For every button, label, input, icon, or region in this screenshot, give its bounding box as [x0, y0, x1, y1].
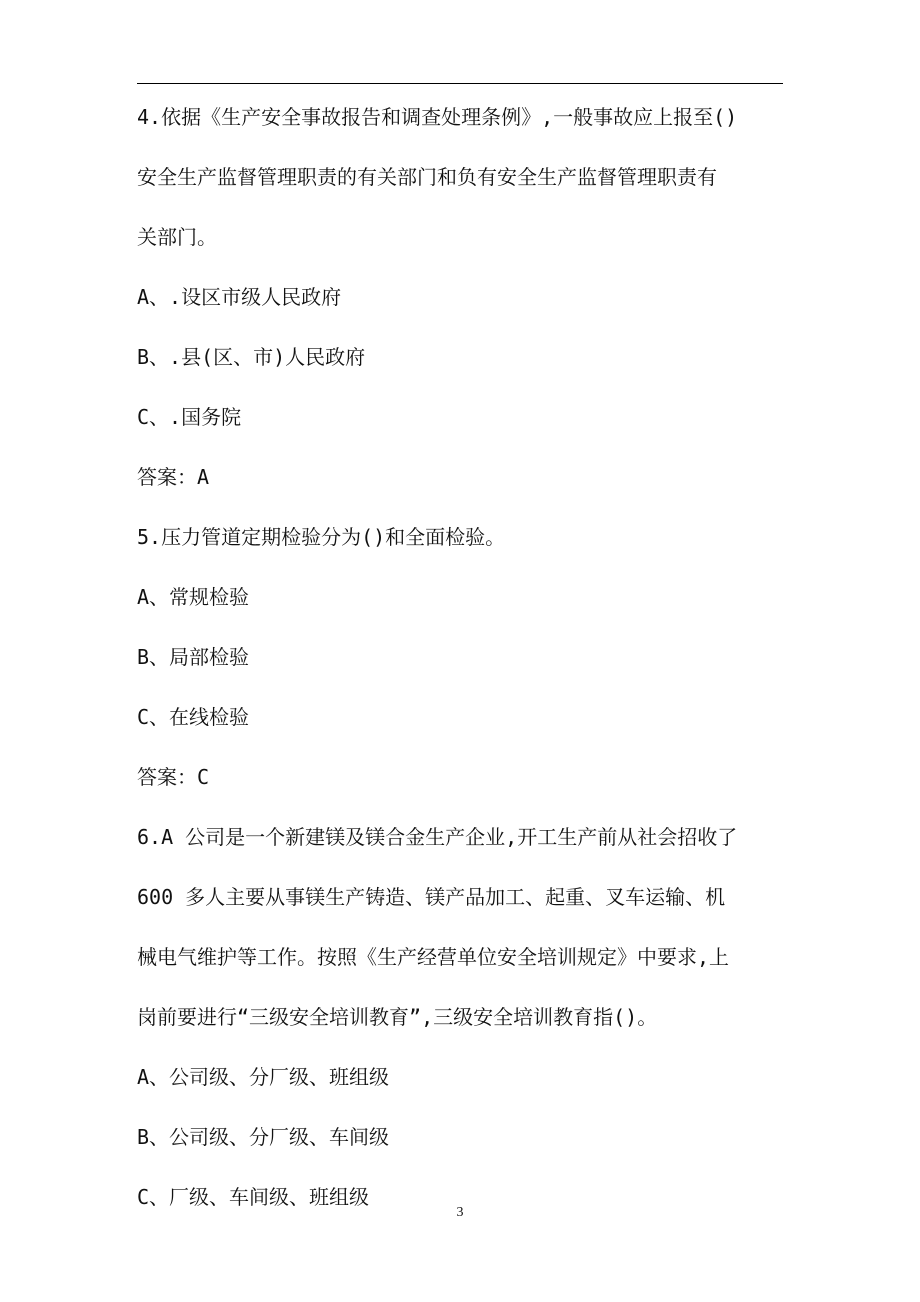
question-stem-line: 岗前要进行“三级安全培训教育”,三级安全培训教育指()。 [137, 1005, 658, 1029]
question-stem-line: 6.A 公司是一个新建镁及镁合金生产企业,开工生产前从社会招收了 [137, 825, 738, 849]
answer: 答案：A [137, 465, 210, 489]
question-stem-line: 关部门。 [137, 225, 217, 249]
question-stem-line: 5.压力管道定期检验分为()和全面检验。 [137, 525, 506, 549]
option-a: A、常规检验 [137, 585, 250, 609]
question-5 [137, 522, 787, 822]
option-b: B、.县(区、市)人民政府 [137, 345, 366, 369]
question-stem-line: 600 多人主要从事镁生产铸造、镁产品加工、起重、叉车运输、机 [137, 885, 726, 909]
question-stem-line: 4.依据《生产安全事故报告和调查处理条例》,一般事故应上报至() [137, 105, 738, 129]
question-6 [137, 822, 787, 1212]
option-c: C、厂级、车间级、班组级 [137, 1185, 370, 1209]
option-c: C、.国务院 [137, 405, 242, 429]
option-a: A、.设区市级人民政府 [137, 285, 342, 309]
option-a: A、公司级、分厂级、班组级 [137, 1065, 390, 1089]
question-stem-line: 安全生产监督管理职责的有关部门和负有安全生产监督管理职责有 [137, 165, 717, 189]
page-number: 3 [456, 1205, 464, 1220]
question-4 [137, 102, 787, 522]
header-rule [137, 83, 783, 84]
option-c: C、在线检验 [137, 705, 250, 729]
document-body [137, 102, 787, 1212]
option-b: B、公司级、分厂级、车间级 [137, 1125, 390, 1149]
answer: 答案：C [137, 765, 210, 789]
question-stem-line: 械电气维护等工作。按照《生产经营单位安全培训规定》中要求,上 [137, 945, 730, 969]
option-b: B、局部检验 [137, 645, 250, 669]
